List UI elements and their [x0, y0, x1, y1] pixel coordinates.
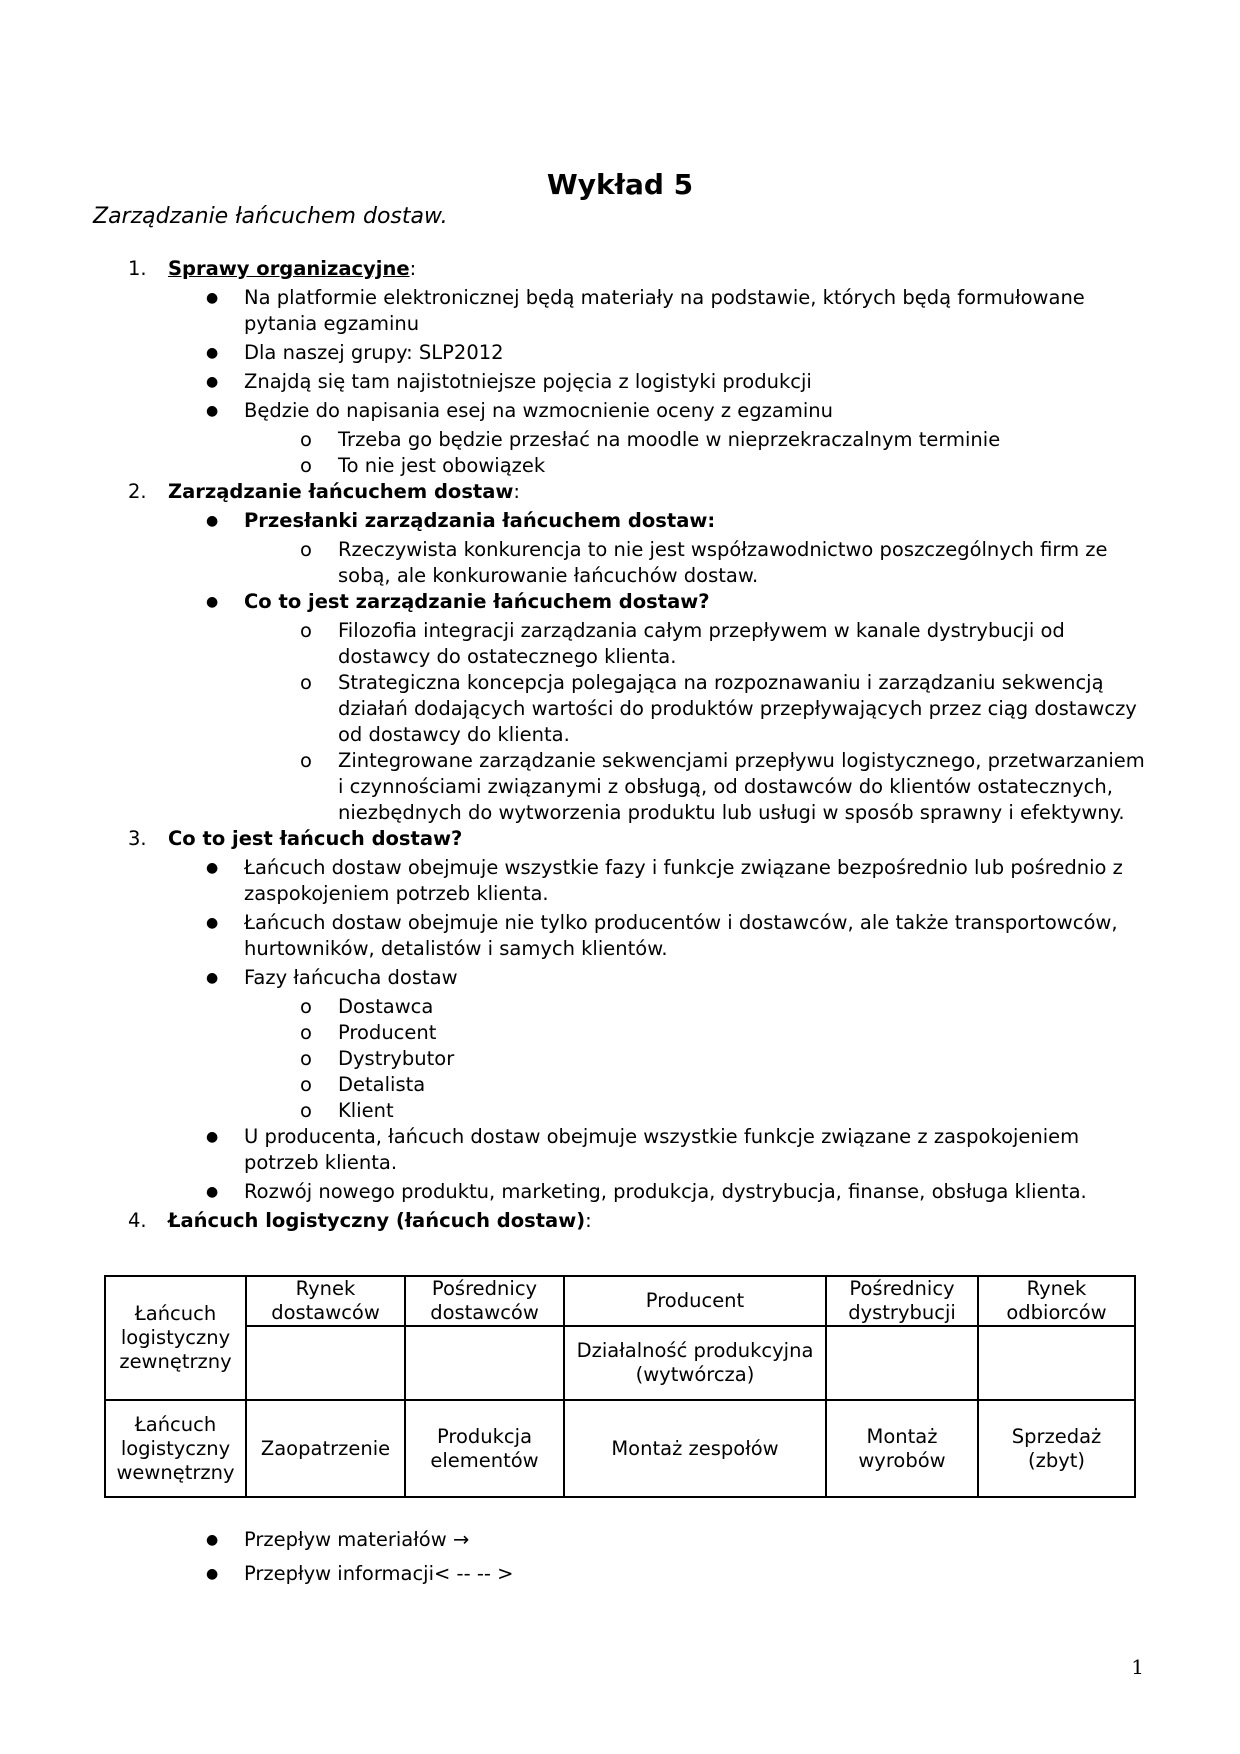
table-cell: Zaopatrzenie — [246, 1400, 405, 1497]
table-cell: Sprzedaż (zbyt) — [978, 1400, 1135, 1497]
list-item: ● Rozwój nowego produktu, marketing, produkcja, dystrybucja, finanse, obsługa klienta. — [0, 1179, 1240, 1205]
row-label-external: Łańcuch logistyczny zewnętrzny — [105, 1276, 246, 1400]
list-item: ● Przesłanki zarządzania łańcuchem dostaw: — [0, 508, 1240, 534]
supply-chain-table — [104, 1275, 1136, 1498]
section-heading-text: Zarządzanie łańcuchem dostaw — [168, 480, 514, 503]
list-item: ● Będzie do napisania esej na wzmocnienie oceny z egzaminu — [0, 398, 1240, 424]
list-item: ● Łańcuch dostaw obejmuje wszystkie fazy i funkcje związane bezpośrednio lub pośrednio z zaspokojeniem potrzeb klienta. — [0, 855, 1240, 907]
section-heading-text: Co to jest łańcuch dostaw? — [168, 827, 463, 850]
table-header-cell: Rynek odbiorców — [978, 1276, 1135, 1326]
table-cell: Montaż zespołów — [564, 1400, 826, 1497]
phase-item: o Dystrybutor — [0, 1046, 1240, 1072]
flow-item-materials: ● Przepływ materiałów → — [0, 1527, 1240, 1553]
table-cell — [826, 1326, 978, 1400]
section-number: 1. — [128, 257, 147, 280]
table-cell — [246, 1326, 405, 1400]
section-heading — [0, 256, 1240, 282]
section-heading — [0, 479, 1240, 505]
sub-list-item: o Strategiczna koncepcja polegająca na rozpoznawaniu i zarządzaniu sekwencją działań dodających wartości do produktów przepływających przez ciąg dostawczy od dostawcy do klienta. — [0, 670, 1240, 748]
phase-item: o Klient — [0, 1098, 1240, 1124]
list-item: ● Dla naszej grupy: SLP2012 — [0, 340, 1240, 366]
flow-legend — [0, 1527, 1240, 1595]
section-1 — [0, 256, 1240, 479]
table-row — [105, 1326, 1135, 1400]
list-item: ● Fazy łańcucha dostaw — [0, 965, 1240, 991]
table-cell — [405, 1326, 564, 1400]
table-header-cell: Producent — [564, 1276, 826, 1326]
table-cell: Montaż wyrobów — [826, 1400, 978, 1497]
table-header-cell: Pośrednicy dostawców — [405, 1276, 564, 1326]
section-2 — [0, 479, 1240, 826]
page-subtitle: Zarządzanie łańcuchem dostaw. — [93, 204, 448, 229]
table-header-cell: Rynek dostawców — [246, 1276, 405, 1326]
table-row — [105, 1400, 1135, 1497]
phase-item: o Detalista — [0, 1072, 1240, 1098]
sub-list-item: o Filozofia integracji zarządzania całym przepływem w kanale dystrybucji od dostawcy do ostatecznego klienta. — [0, 618, 1240, 670]
section-heading — [0, 826, 1240, 852]
list-item: ● U producenta, łańcuch dostaw obejmuje wszystkie funkcje związane z zaspokojeniem potrzeb klienta. — [0, 1124, 1240, 1176]
section-3 — [0, 826, 1240, 1205]
page-title: Wykład 5 — [546, 168, 694, 201]
list-item: ● Łańcuch dostaw obejmuje nie tylko producentów i dostawców, ale także transportowców, hurtowników, detalistów i samych klientów. — [0, 910, 1240, 962]
table-cell: Produkcja elementów — [405, 1400, 564, 1497]
table-cell: Działalność produkcyjna (wytwórcza) — [564, 1326, 826, 1400]
section-number: 2. — [128, 480, 147, 503]
list-item: ● Znajdą się tam najistotniejsze pojęcia z logistyki produkcji — [0, 369, 1240, 395]
sub-list-item: o Rzeczywista konkurencja to nie jest współzawodnictwo poszczególnych firm ze sobą, ale konkurowanie łańcuchów dostaw. — [0, 537, 1240, 589]
document-body — [0, 256, 1240, 1237]
phase-item: o Producent — [0, 1020, 1240, 1046]
page-number: 1 — [1131, 1655, 1144, 1679]
section-heading-text: Łańcuch logistyczny (łańcuch dostaw) — [168, 1209, 586, 1232]
section-number: 3. — [128, 827, 147, 850]
sub-list-item: o To nie jest obowiązek — [0, 453, 1240, 479]
table-header-cell: Pośrednicy dystrybucji — [826, 1276, 978, 1326]
heading-colon: : — [513, 480, 520, 503]
row-label-internal: Łańcuch logistyczny wewnętrzny — [105, 1400, 246, 1497]
heading-colon: : — [409, 257, 417, 280]
phase-item: o Dostawca — [0, 994, 1240, 1020]
sub-list-item: o Zintegrowane zarządzanie sekwencjami przepływu logistycznego, przetwarzaniem i czynnościami związanymi z obsługą, od dostawców do klientów ostatecznych, niezbędnych do wytworzenia produktu lub usługi w sposób sprawny i efektywny. — [0, 748, 1240, 826]
section-4 — [0, 1208, 1240, 1234]
flow-item-information: ● Przepływ informacji< -- -- > — [0, 1561, 1240, 1587]
heading-colon: : — [585, 1209, 592, 1232]
sub-list-item: o Trzeba go będzie przesłać na moodle w nieprzekraczalnym terminie — [0, 427, 1240, 453]
section-number: 4. — [128, 1209, 147, 1232]
section-heading-text: Sprawy organizacyjne — [168, 257, 410, 280]
section-heading — [0, 1208, 1240, 1234]
table-row — [105, 1276, 1135, 1326]
list-item: ● Co to jest zarządzanie łańcuchem dostaw? — [0, 589, 1240, 615]
list-item: ● Na platformie elektronicznej będą materiały na podstawie, których będą formułowane pytania egzaminu — [0, 285, 1240, 337]
table-cell — [978, 1326, 1135, 1400]
